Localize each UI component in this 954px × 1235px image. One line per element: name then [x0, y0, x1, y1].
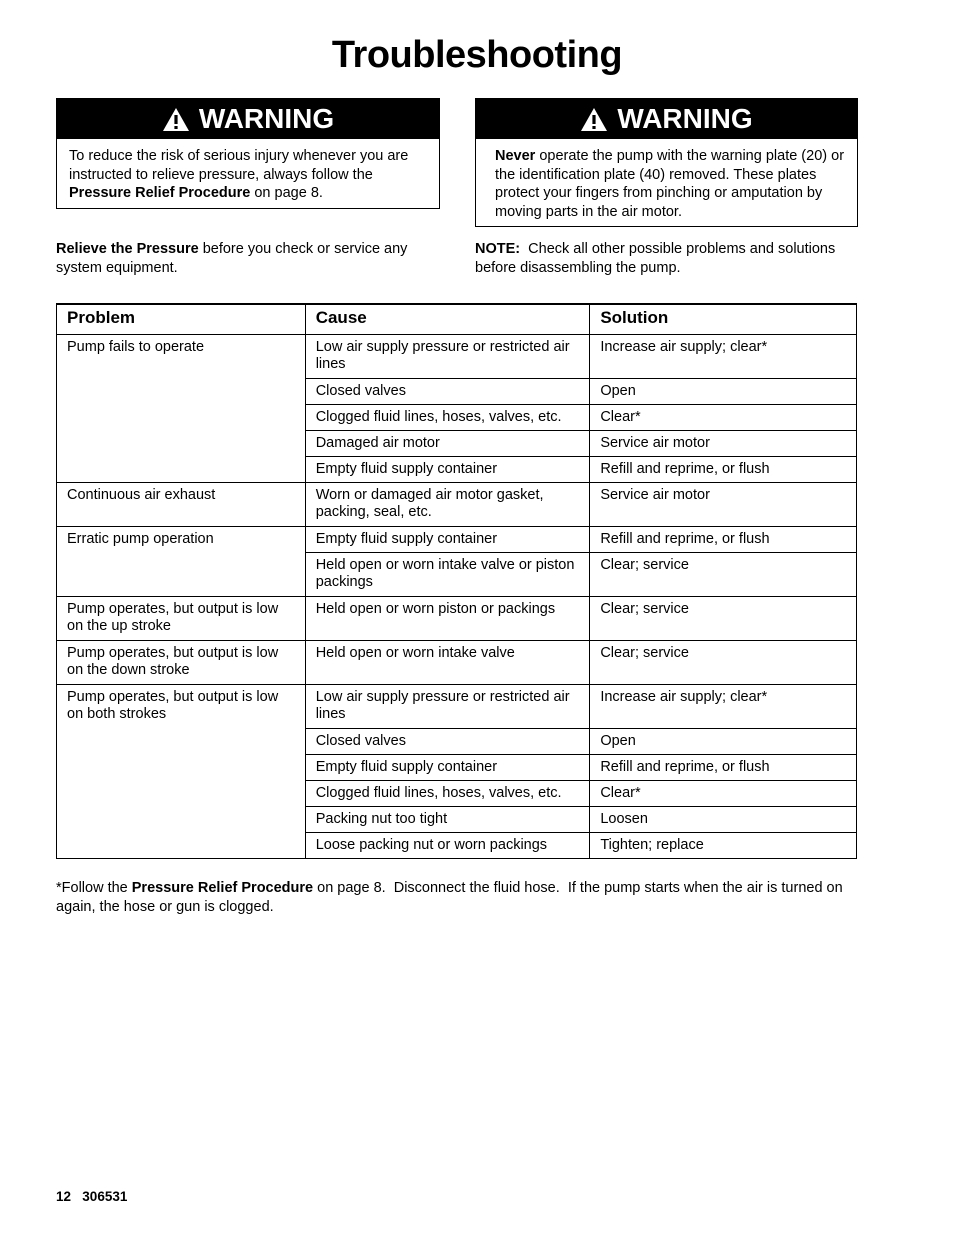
solution-cell: Clear* [590, 404, 857, 430]
warning-text-part: on page 8. [250, 185, 323, 201]
warning-heading: WARNING [617, 103, 753, 134]
warning-text-part: To reduce the risk of serious injury whenever you are instructed to relieve pressure, always follow the [69, 148, 409, 183]
cause-cell: Empty fluid supply container [305, 526, 590, 552]
cause-cell: Closed valves [305, 378, 590, 404]
warning-header [476, 99, 857, 139]
solution-cell: Clear; service [590, 552, 857, 596]
solution-cell: Clear; service [590, 640, 857, 684]
warning-heading: WARNING [198, 103, 335, 134]
relieve-pressure-note [56, 240, 438, 277]
solution-cell: Clear* [590, 780, 857, 806]
solution-cell: Loosen [590, 806, 857, 832]
solution-cell: Service air motor [590, 430, 857, 456]
cause-cell: Clogged fluid lines, hoses, valves, etc. [305, 780, 590, 806]
table-row [57, 640, 857, 684]
column-header-cause: Cause [305, 304, 590, 334]
solution-cell: Refill and reprime, or flush [590, 754, 857, 780]
footnote [56, 879, 856, 916]
troubleshooting-table [56, 303, 857, 859]
table-row [57, 684, 857, 728]
warning-text-bold: Never [495, 148, 536, 164]
warning-text [57, 139, 439, 209]
table-header-row [57, 304, 857, 334]
solution-cell: Increase air supply; clear* [590, 334, 857, 378]
general-note [475, 240, 845, 277]
cause-cell: Empty fluid supply container [305, 754, 590, 780]
cause-cell: Held open or worn piston or packings [305, 596, 590, 640]
cause-cell: Low air supply pressure or restricted air lines [305, 684, 590, 728]
problem-cell: Pump operates, but output is low on the down stroke [57, 640, 306, 684]
cause-cell: Held open or worn intake valve or piston packings [305, 552, 590, 596]
warning-header [57, 99, 439, 139]
table-row [57, 596, 857, 640]
footnote-bold: Pressure Relief Procedure [131, 880, 314, 896]
cause-cell: Closed valves [305, 728, 590, 754]
page-number: 12 [56, 1189, 72, 1204]
note-bold: Relieve the Pressure [56, 241, 199, 257]
warning-text [476, 139, 857, 227]
solution-cell: Refill and reprime, or flush [590, 526, 857, 552]
cause-cell: Low air supply pressure or restricted air lines [305, 334, 590, 378]
cause-cell: Worn or damaged air motor gasket, packing, seal, etc. [305, 482, 590, 526]
footnote-text: *Follow the [56, 880, 132, 896]
warning-triangle-icon [162, 107, 190, 132]
problem-cell: Pump operates, but output is low on both strokes [57, 684, 306, 858]
warning-box-right [475, 98, 858, 227]
cause-cell: Held open or worn intake valve [305, 640, 590, 684]
cause-cell: Empty fluid supply container [305, 456, 590, 482]
solution-cell: Service air motor [590, 482, 857, 526]
column-header-problem: Problem [57, 304, 306, 334]
problem-cell: Continuous air exhaust [57, 482, 306, 526]
note-bold: NOTE: [475, 241, 521, 257]
problem-cell: Erratic pump operation [57, 526, 306, 596]
warning-box-left [56, 98, 440, 209]
solution-cell: Open [590, 378, 857, 404]
table-row [57, 334, 857, 378]
cause-cell: Damaged air motor [305, 430, 590, 456]
table-row [57, 482, 857, 526]
footnote-text: on page 8. Disconnect the fluid hose. If the pump starts when the air is turned on again, the hose or gun is clogged. [56, 880, 847, 915]
page-title: Troubleshooting [331, 34, 623, 76]
table-row [57, 526, 857, 552]
cause-cell: Loose packing nut or worn packings [305, 832, 590, 858]
document-number: 306531 [82, 1189, 128, 1204]
warning-text-part: operate the pump with the warning plate (20) or the identification plate (40) removed. These plates protect your fingers from pinching or amputation by moving parts in the air motor. [495, 148, 845, 220]
warning-triangle-icon [580, 107, 608, 132]
column-header-solution: Solution [590, 304, 857, 334]
solution-cell: Tighten; replace [590, 832, 857, 858]
page-footer [56, 1189, 127, 1204]
solution-cell: Open [590, 728, 857, 754]
cause-cell: Packing nut too tight [305, 806, 590, 832]
solution-cell: Refill and reprime, or flush [590, 456, 857, 482]
note-text: Check all other possible problems and solutions before disassembling the pump. [475, 241, 840, 276]
solution-cell: Increase air supply; clear* [590, 684, 857, 728]
warning-text-bold: Pressure Relief Procedure [69, 185, 251, 201]
cause-cell: Clogged fluid lines, hoses, valves, etc. [305, 404, 590, 430]
problem-cell: Pump fails to operate [57, 334, 306, 482]
solution-cell: Clear; service [590, 596, 857, 640]
note-text: before you check or service any system equipment. [56, 241, 408, 276]
problem-cell: Pump operates, but output is low on the up stroke [57, 596, 306, 640]
